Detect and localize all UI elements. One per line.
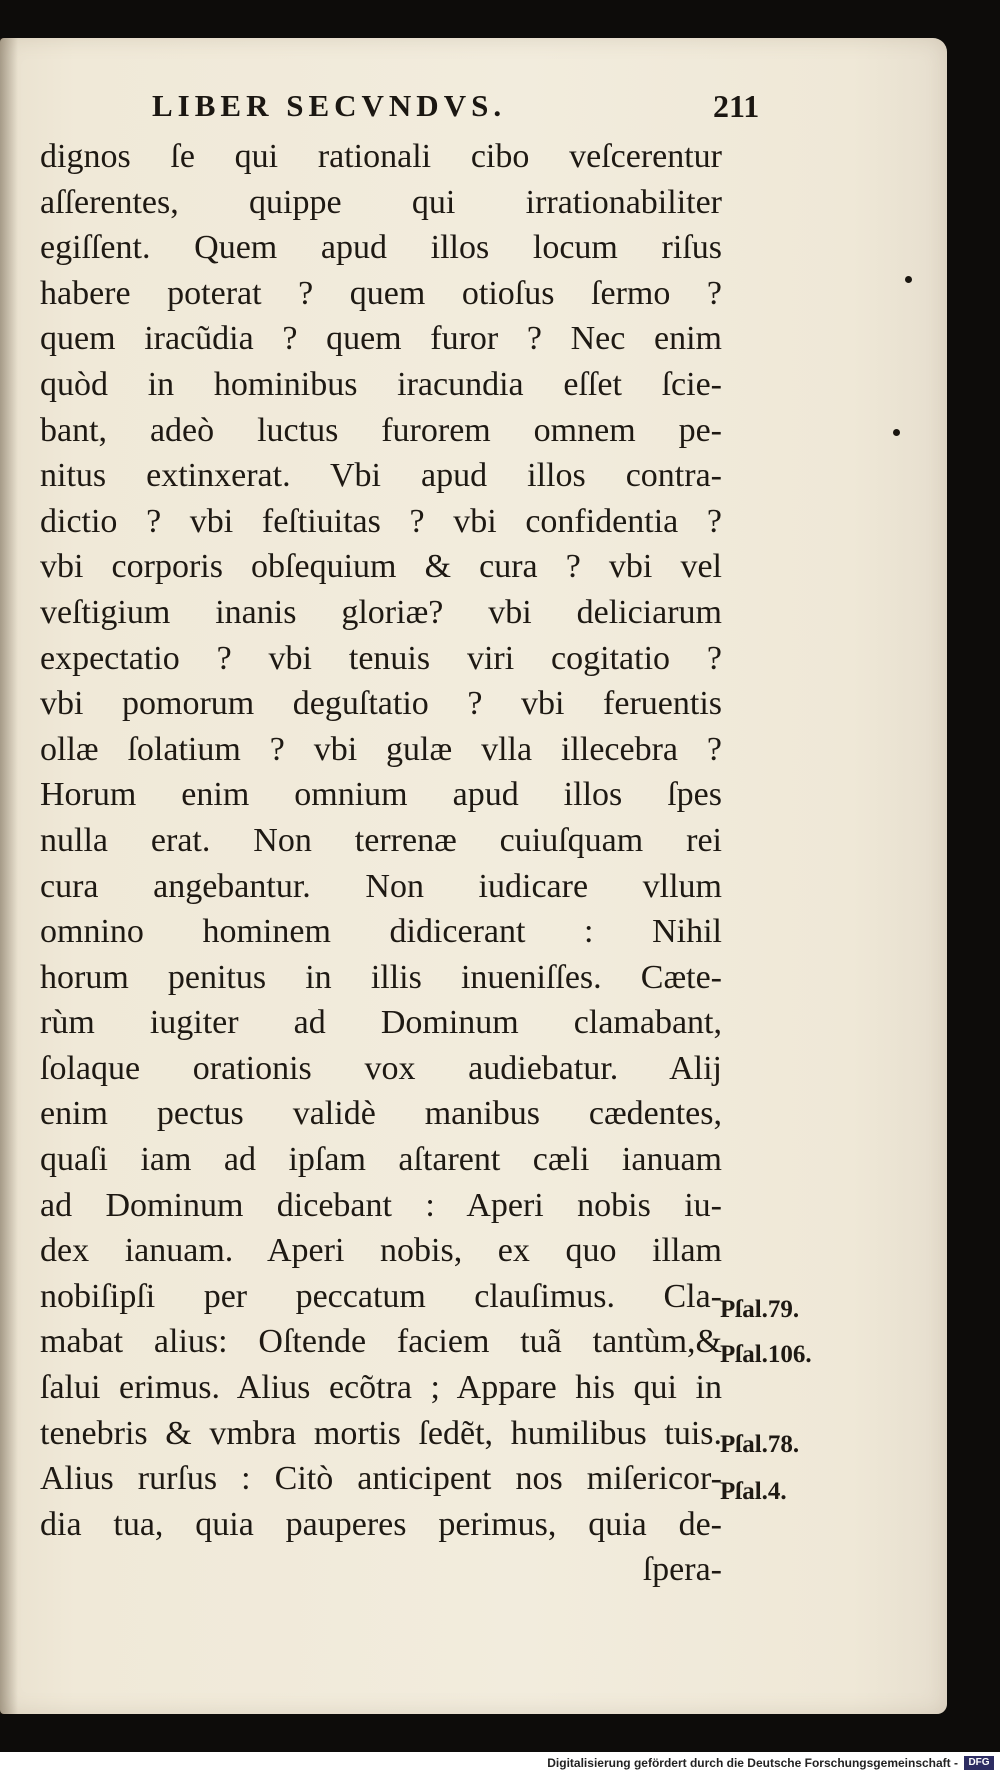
text-line: aſſerentes, quippe qui irrationabiliter (40, 183, 722, 221)
text-line: nitus extinxerat. Vbi apud illos contra- (40, 457, 722, 495)
text-line: nobiſipſi per peccatum clauſimus. Cla- (40, 1277, 722, 1315)
text-line: expectatio ? vbi tenuis viri cogitatio ? (40, 639, 722, 677)
text-line: dex ianuam. Aperi nobis, ex quo illam (40, 1232, 722, 1270)
margin-note: Pſal.79. (720, 1296, 800, 1323)
text-line: quaſi iam ad ipſam aſtarent cæli ianuam (40, 1141, 722, 1179)
page-number: 211 (713, 88, 760, 124)
text-line: Alius rurſus : Citò anticipent nos miſericor- (40, 1460, 722, 1498)
text-line: veſtigium inanis gloriæ? vbi deliciarum (40, 593, 722, 631)
text-line: Horum enim omnium apud illos ſpes (40, 776, 722, 814)
text-line: enim pectus validè manibus cædentes, (40, 1095, 722, 1133)
margin-note: Pſal.4. (720, 1478, 787, 1505)
text-line: ſolaque orationis vox audiebatur. Alij (40, 1049, 722, 1087)
text-line: cura angebantur. Non iudicare vllum (40, 867, 722, 905)
text-line: horum penitus in illis inueniſſes. Cæte- (40, 958, 722, 996)
text-line: vbi pomorum deguſtatio ? vbi feruentis (40, 685, 722, 723)
footer-credit: Digitalisierung gefördert durch die Deutsche Forschungsgemeinschaft - (547, 1756, 958, 1770)
gutter-shadow (0, 38, 18, 1714)
text-line: quem iracũdia ? quem furor ? Nec enim (40, 320, 722, 358)
text-line: dia tua, quia pauperes perimus, quia de- (40, 1505, 722, 1543)
dfg-logo: DFG (964, 1756, 994, 1770)
ink-speck (905, 276, 912, 283)
margin-note: Pſal.78. (720, 1431, 800, 1458)
text-line: ſalui erimus. Alius ecõtra ; Appare his qui in (40, 1369, 722, 1407)
text-line: ollæ ſolatium ? vbi gulæ vlla illecebra ? (40, 730, 722, 768)
text-line: omnino hominem didicerant : Nihil (40, 913, 722, 951)
catchword: ſpera- (642, 1551, 722, 1589)
text-line: bant, adeò luctus furorem omnem pe- (40, 411, 722, 449)
margin-note: Pſal.106. (720, 1341, 812, 1368)
ink-speck (893, 429, 900, 436)
body-text (40, 134, 722, 1593)
text-line: rùm iugiter ad Dominum clamabant, (40, 1004, 722, 1042)
text-line: habere poterat ? quem otioſus ſermo ? (40, 274, 722, 312)
text-line: quòd in hominibus iracundia eſſet ſcie- (40, 365, 722, 403)
running-head: LIBER SECVNDVS. (152, 88, 507, 123)
text-line: vbi corporis obſequium & cura ? vbi vel (40, 548, 722, 586)
text-line: dictio ? vbi feſtiuitas ? vbi confidentia ? (40, 502, 722, 540)
text-line: dignos ſe qui rationali cibo veſcerentur (40, 138, 722, 175)
text-line: nulla erat. Non terrenæ cuiuſquam rei (40, 821, 722, 859)
text-line: tenebris & vmbra mortis ſedẽt, humilibus tuis. (40, 1414, 722, 1452)
text-line: ad Dominum dicebant : Aperi nobis iu- (40, 1186, 722, 1224)
text-line: mabat alius: Oſtende faciem tuã tantùm,& (40, 1323, 722, 1361)
text-line: egiſſent. Quem apud illos locum riſus (40, 229, 722, 267)
